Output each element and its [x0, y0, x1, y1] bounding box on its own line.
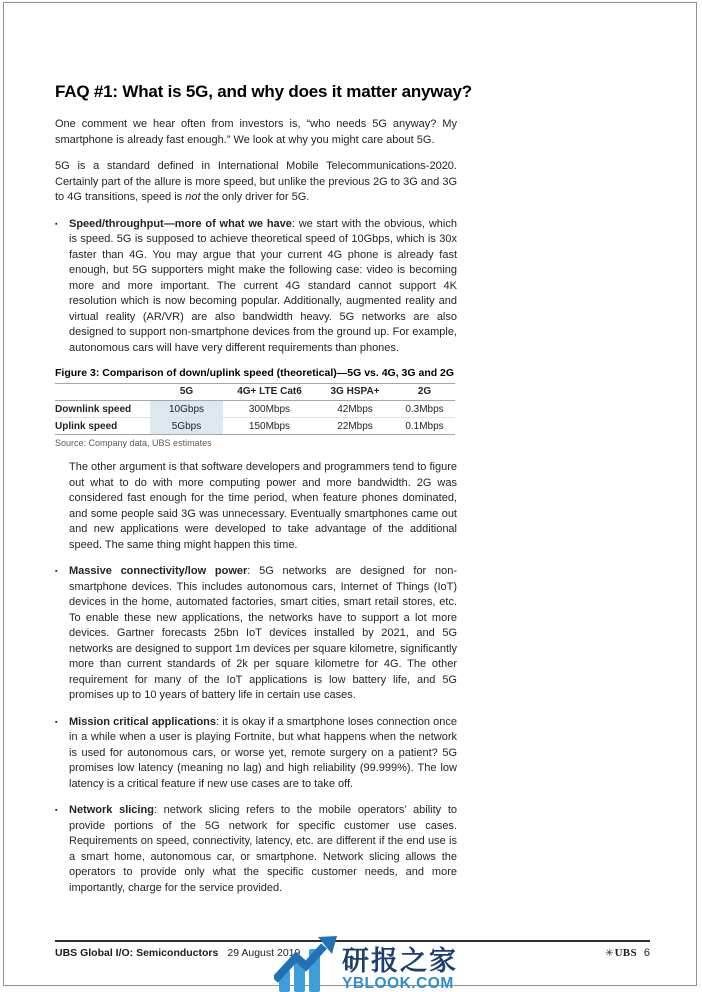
bullet-massive-connectivity — [55, 564, 457, 704]
bullet-speed-throughput — [55, 217, 457, 357]
cell-uplink-3g: 22Mbps — [316, 418, 394, 435]
cell-uplink-5g: 5Gbps — [150, 418, 223, 435]
table-row-downlink — [55, 401, 455, 418]
bullet-lead: Mission critical applications — [69, 715, 216, 728]
bullet-square-icon — [55, 564, 69, 704]
column-header-4g: 4G+ LTE Cat6 — [223, 384, 316, 401]
bullet-lead: Network slicing — [69, 804, 154, 816]
bullet-mission-critical — [55, 715, 457, 793]
bullet-network-slicing — [55, 803, 457, 896]
ubs-wordmark: UBS — [614, 947, 637, 959]
cell-downlink-2g: 0.3Mbps — [394, 401, 455, 418]
yblook-chart-arrow-icon — [274, 935, 338, 992]
after-figure-paragraph: The other argument is that software developers and programmers tend to figure out what to do with more computing power and more bandwidth. 2G was considered fast enough for the time period, when feature phones dominated, and some people said 3G was unnecessary. Eventually smartphones came out and new applications were developed to take advantage of the additional speed. The same thing might happen this time. — [69, 461, 457, 551]
intro-paragraph-1: One comment we hear often from investors is, “who needs 5G anyway? My smartphone is already fast enough.” We look at why you might care about 5G. — [55, 118, 457, 146]
cell-uplink-4g: 150Mbps — [223, 418, 316, 435]
page-content — [55, 79, 472, 907]
cell-uplink-2g: 0.1Mbps — [394, 418, 455, 435]
bullet-square-icon — [55, 803, 69, 896]
bullet-lead: Massive connectivity/low power — [69, 565, 248, 577]
intro-paragraph-2 — [55, 159, 457, 206]
ubs-keys-icon: ✳ — [605, 948, 614, 959]
row-label: Downlink speed — [55, 401, 150, 418]
bullet-body: : network slicing refers to the mobile operators’ ability to provide portions of the 5G network for specific customer use cases. Requirements on speed, connectivity, latency, etc. are different if the end use is a smart home, autonomous car, or smartphone. Network slicing allows the operators to provide only what the specific customer needs, and more importantly, charge for the service provided. — [69, 804, 458, 894]
cell-downlink-4g: 300Mbps — [223, 401, 316, 418]
cell-downlink-5g: 10Gbps — [150, 401, 223, 418]
footer-report-name: UBS Global I/O: Semiconductors — [55, 947, 219, 959]
figure-3-speed-comparison — [55, 367, 455, 448]
intro-p2-emphasis: not — [185, 191, 201, 203]
figure-title: Figure 3: Comparison of down/uplink speed (theoretical)—5G vs. 4G, 3G and 2G — [55, 367, 455, 379]
row-label: Uplink speed — [55, 418, 150, 435]
yblook-watermark — [274, 935, 458, 992]
page-number: 6 — [643, 947, 650, 959]
table-header-row — [55, 384, 455, 401]
bullet-body: : we start with the obvious, which is speed. 5G is supposed to achieve theoretical speed of 10Gbps, which is 30x faster than 4G. You may argue that your current 4G phone is already fast enough, but 5G supporters might make the following case: video is becoming more and more important. The current 4G standard cannot support 4K resolution which is now becoming popular. Additionally, augmented reality and virtual reality (AR/VR) are also bandwidth heavy. 5G networks are also designed to support non-smartphone devices from the ground up. For example, autonomous cars will have very different requirements than phones. — [69, 217, 457, 354]
footer-date: 29 August 2019 — [227, 947, 301, 959]
column-header-blank — [55, 384, 150, 401]
intro-p2-post: the only driver for 5G. — [200, 191, 310, 203]
page-title: FAQ #1: What is 5G, and why does it matter anyway? — [55, 82, 472, 101]
bullet-lead: Speed/throughput—more of what we have — [69, 217, 292, 230]
cell-downlink-3g: 42Mbps — [316, 401, 394, 418]
column-header-2g: 2G — [394, 384, 455, 401]
bullet-square-icon — [55, 217, 69, 357]
footer-report-info — [55, 947, 300, 959]
bullet-body: : 5G networks are designed for non-smartphone devices. This includes autonomous cars, Internet of Things (IoT) devices in the home, automated factories, smart cities, smart retail stores, etc. To enable these new applications, the networks have to support a lot more devices. Gartner forecasts 25bn IoT devices installed by 2021, and 5G networks are designed to support 1m devices per square kilometre, significantly more than current standards of 2k per square kilometre for 4G. The other requirement for many of the IoT applications is low battery life, and 5G promises up to 10 years of battery life in certain use cases. — [69, 565, 457, 701]
footer-brand-paging — [605, 947, 650, 959]
speed-comparison-table — [55, 383, 455, 435]
intro-p2-pre: 5G is a standard defined in International Mobile Telecommunications-2020. Certainly part of the allure is more speed, but unlike the previous 2G to 3G and 3G to 4G transitions, speed is — [55, 160, 457, 203]
watermark-latin-text: YBLOOK.COM — [342, 975, 454, 992]
table-row-uplink — [55, 418, 455, 435]
column-header-5g: 5G — [150, 384, 223, 401]
report-page — [3, 2, 697, 992]
watermark-cjk-text: 研报之家 — [342, 946, 458, 976]
column-header-3g: 3G HSPA+ — [316, 384, 394, 401]
bullet-body: : it is okay if a smartphone loses connection once in a while when a user is playing Fortnite, but what happens when the network is used for autonomous cars, or worse yet, remote surgery on a patient? 5G promises low latency (meaning no lag) and high reliability (99.999%). The low latency is a critical feature if new use cases are to take off. — [69, 715, 457, 790]
figure-source-note: Source: Company data, UBS estimates — [55, 438, 212, 448]
bullet-square-icon — [55, 715, 69, 793]
